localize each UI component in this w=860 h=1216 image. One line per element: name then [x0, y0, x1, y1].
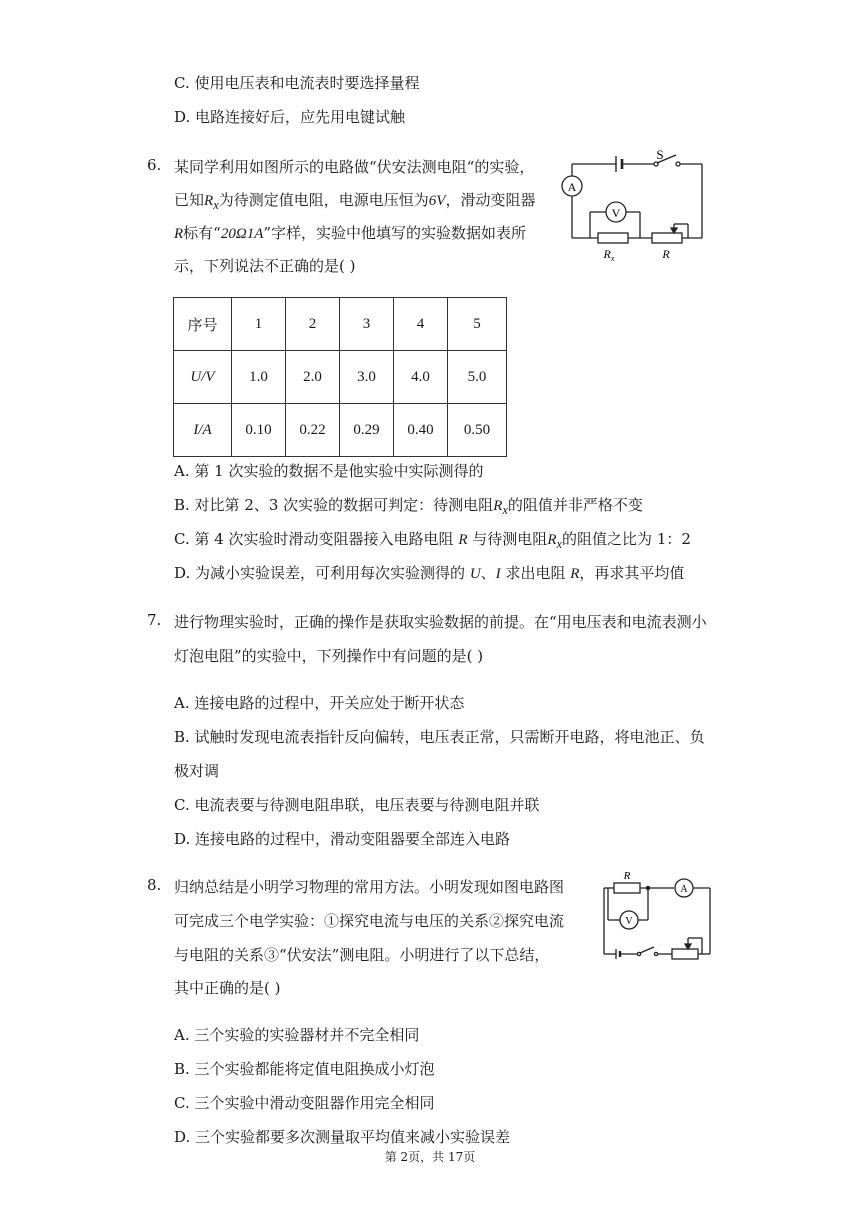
option-b-continued: 极对调	[174, 762, 220, 780]
switch-label: S	[656, 148, 664, 162]
voltmeter-label: V	[611, 206, 621, 220]
option-d: D. 为减小实验误差，可利用每次实验测得的 U、I 求出电阻 R，再求其平均值	[174, 564, 685, 582]
table-cell: 0.50	[448, 404, 507, 457]
r-label: R	[623, 870, 631, 882]
option-b: B. 三个实验都能将定值电阻换成小灯泡	[174, 1060, 435, 1078]
table-cell: 5.0	[448, 351, 507, 404]
table-cell: 1.0	[232, 351, 286, 404]
question-number: 6.	[147, 156, 162, 174]
option-c: C. 电流表要与待测电阻串联，电压表要与待测电阻并联	[174, 796, 540, 814]
table-cell: 3.0	[340, 351, 394, 404]
voltmeter-label: V	[625, 916, 633, 927]
circuit-diagram-q6	[556, 148, 708, 264]
question-number: 7.	[147, 611, 162, 629]
question-text-line: 与电阻的关系③“伏安法”测电阻。小明进行了以下总结，	[174, 946, 550, 964]
option-a: A. 三个实验的实验器材并不完全相同	[174, 1026, 420, 1044]
option-c-prev: C. 使用电压表和电流表时要选择量程	[174, 74, 420, 92]
option-c: C. 三个实验中滑动变阻器作用完全相同	[174, 1094, 435, 1112]
option-d: D. 连接电路的过程中，滑动变阻器要全部连入电路	[174, 830, 511, 848]
table-cell: 0.29	[340, 404, 394, 457]
question-text-line: 其中正确的是( )	[174, 979, 281, 997]
question-text-line: 归纳总结是小明学习物理的常用方法。小明发现如图电路图	[174, 878, 565, 896]
table-row	[174, 351, 507, 404]
ammeter-label: A	[680, 884, 688, 895]
option-d-prev: D. 电路连接好后，应先用电键试触	[174, 108, 406, 126]
table-cell: U/V	[174, 351, 232, 404]
table-cell: 0.22	[286, 404, 340, 457]
table-cell: 2.0	[286, 351, 340, 404]
question-text-line: 已知$R_x$为待测定值电阻，电源电压恒为6V，滑动变阻器	[174, 191, 536, 212]
table-cell: 1	[232, 298, 286, 351]
question-text-line: 灯泡电阻”的实验中，下列操作中有问题的是( )	[174, 647, 484, 665]
question-text-line: 示，下列说法不正确的是( )	[174, 257, 356, 275]
option-c: C. 第 4 次实验时滑动变阻器接入电路电阻 R 与待测电阻$R_x$的阻值之比为 1：2	[174, 530, 691, 551]
option-a: A. 第 1 次实验的数据不是他实验中实际测得的	[174, 462, 484, 480]
question-text-line: 某同学利用如图所示的电路做“伏安法测电阻“的实验，	[174, 158, 535, 176]
question-text-line: 可完成三个电学实验：①探究电流与电压的关系②探究电流	[174, 912, 565, 930]
question-number: 8.	[147, 876, 162, 894]
r-label: R	[662, 247, 670, 261]
question-text-line: 进行物理实验时，正确的操作是获取实验数据的前提。在“用电压表和电流表测小	[174, 613, 707, 631]
table-cell: 0.40	[394, 404, 448, 457]
ammeter-label: A	[567, 180, 577, 194]
circuit-diagram-q8	[592, 868, 716, 964]
option-a: A. 连接电路的过程中，开关应处于断开状态	[174, 694, 465, 712]
option-b: B. 试触时发现电流表指针反向偏转，电压表正常，只需断开电路，将电池正、负	[174, 728, 705, 746]
table-cell: 2	[286, 298, 340, 351]
table-cell: 4	[394, 298, 448, 351]
question-text-line: R标有“20Ω1A”字样，实验中他填写的实验数据如表所	[174, 224, 527, 242]
table-cell: 5	[448, 298, 507, 351]
table-row	[174, 298, 507, 351]
option-d: D. 三个实验都要多次测量取平均值来减小实验误差	[174, 1128, 511, 1146]
page-footer: 第 2页，共 17页	[384, 1150, 476, 1164]
table-row	[174, 404, 507, 457]
option-b: B. 对比第 2、3 次实验的数据可判定：待测电阻$R_x$的阻值并非严格不变	[174, 496, 643, 517]
rx-label: $R_x$	[603, 247, 615, 263]
table-cell: 4.0	[394, 351, 448, 404]
table-cell: 0.10	[232, 404, 286, 457]
data-table	[173, 297, 507, 457]
rx-symbol: $R_x$	[204, 193, 219, 212]
table-cell: I/A	[174, 404, 232, 457]
table-cell: 3	[340, 298, 394, 351]
table-cell: 序号	[174, 298, 232, 351]
